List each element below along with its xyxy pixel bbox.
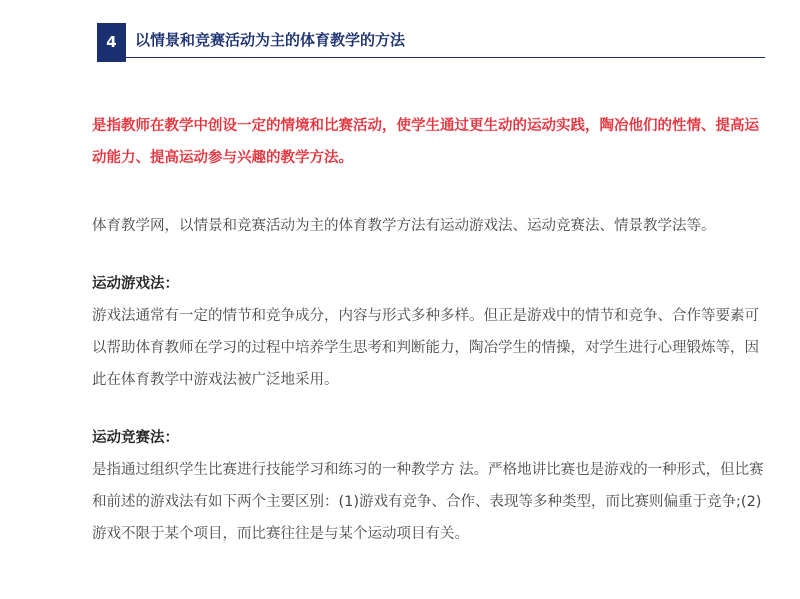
section-header [97, 23, 765, 62]
section-body-game-method: 游戏法通常有一定的情节和竞争成分，内容与形式多种多样。但正是游戏中的情节和竞争、合作等要素可以帮助体育教师在学习的过程中培养学生思考和判断能力，陶冶学生的情操，对学生进行心理锻炼等，因此在体育教学中游戏法被广泛地采用。 [92, 308, 759, 388]
header-underline [126, 57, 765, 58]
intro-paragraph: 体育教学网，以情景和竞赛活动为主的体育教学方法有运动游戏法、运动竞赛法、情景教学法等。 [92, 218, 716, 234]
section-heading-competition-method: 运动竞赛法： [92, 430, 179, 446]
section-number-badge: 4 [97, 23, 126, 62]
section-title: 以情景和竞赛活动为主的体育教学的方法 [135, 31, 406, 49]
section-heading-game-method: 运动游戏法： [92, 276, 179, 292]
article-content [92, 110, 770, 550]
lead-paragraph: 是指教师在教学中创设一定的情境和比赛活动，使学生通过更生动的运动实践，陶冶他们的性情、提高运动能力、提高运动参与兴趣的教学方法。 [92, 118, 759, 166]
section-body-competition-method: 是指通过组织学生比赛进行技能学习和练习的一种教学方 法。严格地讲比赛也是游戏的一种形式，但比赛和前述的游戏法有如下两个主要区别：(1)游戏有竞争、合作、表现等多种类型，而比赛则偏重于竞争;(2)游戏不限于某个项目，而比赛往往是与某个运动项目有关。 [92, 462, 764, 542]
